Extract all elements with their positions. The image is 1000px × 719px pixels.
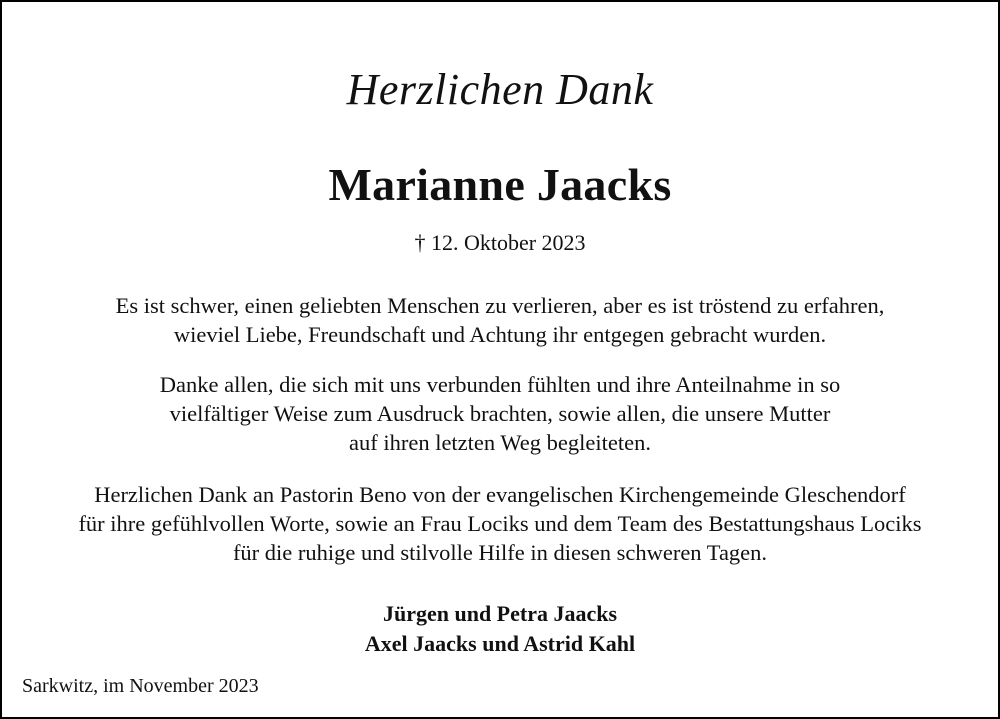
notice-heading: Herzlichen Dank <box>346 65 654 114</box>
thanks-paragraph-3 <box>22 480 978 567</box>
paragraph-line: auf ihren letzten Weg begleiteten. <box>348 430 651 455</box>
paragraph-line: vielfältiger Weise zum Ausdruck brachten, sowie allen, die unsere Mutter <box>169 401 831 426</box>
paragraph-line: für ihre gefühlvollen Worte, sowie an Frau Lociks und dem Team des Bestattungshaus Lociks <box>78 511 922 536</box>
thanks-paragraph-2 <box>22 370 978 457</box>
signature-line: Axel Jaacks und Astrid Kahl <box>364 631 636 656</box>
signature-line: Jürgen und Petra Jaacks <box>382 601 618 626</box>
paragraph-line: Herzlichen Dank an Pastorin Beno von der evangelischen Kirchengemeinde Gleschendorf <box>94 482 906 507</box>
paragraph-line: Danke allen, die sich mit uns verbunden fühlten und ihre Anteilnahme in so <box>159 372 841 397</box>
place-date: Sarkwitz, im November 2023 <box>22 675 259 697</box>
paragraph-line: für die ruhige und stilvolle Hilfe in diesen schweren Tagen. <box>232 540 768 565</box>
paragraph-line: Es ist schwer, einen geliebten Menschen zu verlieren, aber es ist tröstend zu erfahren, <box>115 293 885 318</box>
deceased-name: Marianne Jaacks <box>328 159 672 210</box>
death-date: † 12. Oktober 2023 <box>414 230 586 255</box>
signatures <box>2 599 998 659</box>
paragraph-line: wieviel Liebe, Freundschaft und Achtung ihr entgegen gebracht wurden. <box>173 322 827 347</box>
thanks-paragraph-1 <box>22 291 978 349</box>
